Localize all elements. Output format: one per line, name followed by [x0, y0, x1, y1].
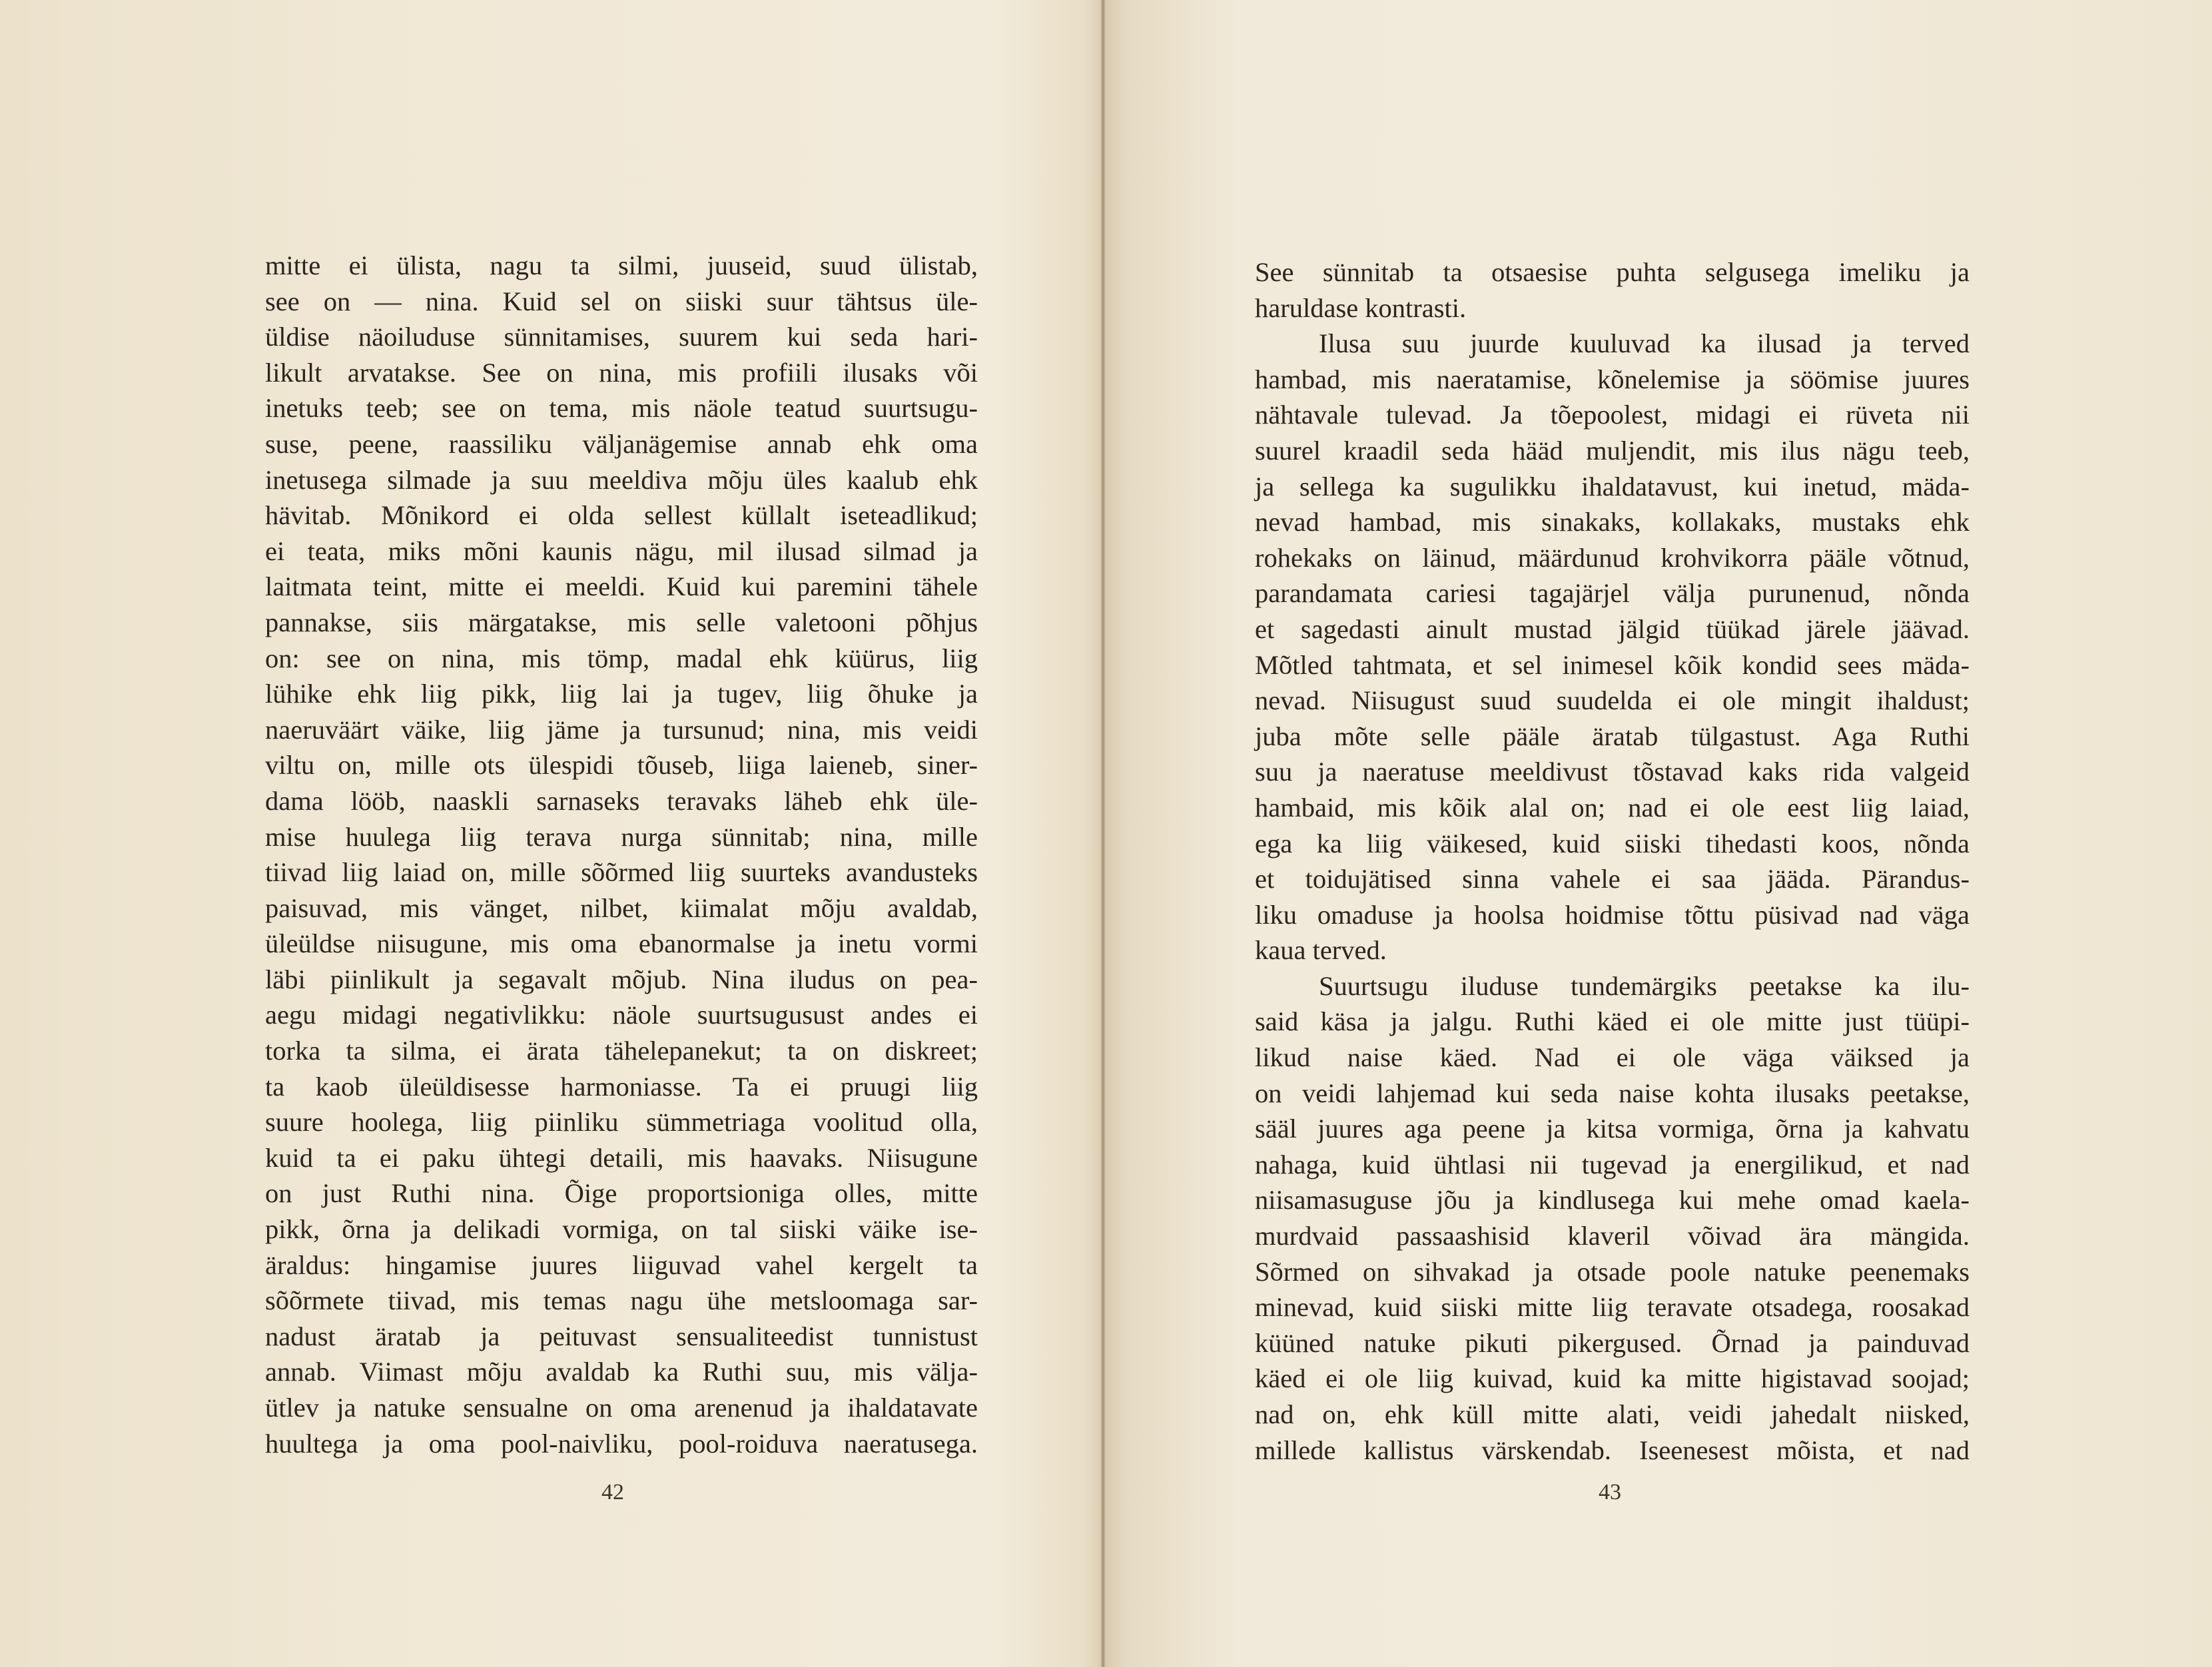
- text-line: parandamata cariesi tagajärjel välja purunenud, nõnda: [1255, 578, 1970, 609]
- left-page: [0, 0, 1092, 1667]
- text-line: paisuvad, mis vänget, nilbet, kiimalat mõju avaldab,: [265, 892, 978, 923]
- text-line: on: see on nina, mis tömp, madal ehk küürus, liig: [265, 643, 978, 673]
- text-line: suure hoolega, liig piinliku sümmetriaga voolitud olla,: [265, 1107, 978, 1138]
- text-line: likult arvatakse. See on nina, mis profiili ilusaks või: [265, 357, 978, 388]
- text-line: hambaid, mis kõik alal on; nad ei ole eest liig laiad,: [1255, 792, 1970, 823]
- text-line: pannakse, siis märgatakse, mis selle valetooni põhjus: [265, 607, 978, 637]
- text-line: on just Ruthi nina. Õige proportsioniga olles, mitte: [265, 1178, 978, 1209]
- text-line: inetusega silmade ja suu meeldiva mõju üles kaalub ehk: [265, 464, 978, 495]
- text-line: ega ka liig väikesed, kuid siiski tihedasti koos, nõnda: [1255, 828, 1970, 858]
- text-line: hambad, mis naeratamise, kõnelemise ja söömise juures: [1255, 364, 1970, 394]
- text-line: laitmata teint, mitte ei meeldi. Kuid kui paremini tähele: [265, 571, 978, 602]
- text-line: ei teata, miks mõni kaunis nägu, mil ilusad silmad ja: [265, 535, 978, 566]
- text-line: suurel kraadil seda hääd muljendit, mis ilus nägu teeb,: [1255, 435, 1970, 466]
- text-line: millede kallistus värskendab. Iseenesest mõista, et nad: [1255, 1435, 1970, 1465]
- text-line: et toidujätised sinna vahele ei saa jääda. Pärandus-: [1255, 864, 1970, 894]
- page-number: 42: [601, 1480, 624, 1504]
- text-line: see on — nina. Kuid sel on siiski suur tähtsus üle-: [265, 286, 978, 316]
- text-line: minevad, kuid siiski mitte liig teravate otsadega, roosakad: [1255, 1292, 1970, 1323]
- text-line: liku omaduse ja hoolsa hoidmise tõttu püsivad nad väga: [1255, 899, 1970, 930]
- text-line: niisamasuguse jõu ja kindlusega kui mehe omad kaela-: [1255, 1185, 1970, 1215]
- text-line: tiivad liig laiad on, mille sõõrmed liig suurteks avandusteks: [265, 857, 978, 888]
- text-line: nadust äratab ja peituvast sensualiteedist tunnistust: [265, 1321, 978, 1351]
- text-line: dama lööb, naaskli sarnaseks teravaks läheb ehk üle-: [265, 785, 978, 816]
- paragraph-start-line: Suurtsugu iluduse tundemärgiks peetakse ka ilu-: [1319, 970, 1970, 1001]
- text-line: naeruväärt väike, liig jäme ja tursunud; nina, mis veidi: [265, 714, 978, 745]
- text-line: likud naise käed. Nad ei ole väga väiksed ja: [1255, 1042, 1970, 1073]
- text-line: mise huulega liig terava nurga sünnitab; nina, mille: [265, 821, 978, 852]
- text-line: nevad hambad, mis sinakaks, kollakaks, mustaks ehk: [1255, 507, 1970, 537]
- paragraph-start-line: Ilusa suu juurde kuuluvad ka ilusad ja terved: [1319, 328, 1970, 359]
- text-line: et sagedasti ainult mustad jälgid tüükad järele jäävad.: [1255, 613, 1970, 644]
- text-line: üldise näoiluduse sünnitamises, suurem kui seda hari-: [265, 322, 978, 352]
- text-line: ütlev ja natuke sensualne on oma arenenud ja ihaldatavate: [265, 1393, 978, 1423]
- text-line: käed ei ole liig kuivad, kuid ka mitte higistavad soojad;: [1255, 1363, 1970, 1394]
- text-line: küüned natuke pikuti pikergused. Õrnad ja painduvad: [1255, 1327, 1970, 1358]
- text-line: mitte ei ülista, nagu ta silmi, juuseid, suud ülistab,: [265, 250, 978, 280]
- text-line: Mõtled tahtmata, et sel inimesel kõik kondid sees mäda-: [1255, 649, 1970, 680]
- right-page-text: [1255, 254, 1970, 1468]
- text-line: haruldase kontrasti.: [1255, 292, 1467, 323]
- page-number: 43: [1599, 1480, 1621, 1504]
- text-line: See sünnitab ta otsaesise puhta selgusega imeliku ja: [1255, 257, 1970, 287]
- text-line: ja sellega ka sugulikku ihaldatavust, kui inetud, mäda-: [1255, 471, 1970, 501]
- text-line: kuid ta ei paku ühtegi detaili, mis haavaks. Niisugune: [265, 1142, 978, 1173]
- text-line: sääl juures aga peene ja kitsa vormiga, õrna ja kahvatu: [1255, 1114, 1970, 1144]
- text-line: huultega ja oma pool-naivliku, pool-roiduva naeratusega.: [265, 1428, 978, 1459]
- book-gutter: [1100, 0, 1106, 1667]
- text-line: on veidi lahjemad kui seda naise kohta ilusaks peetakse,: [1255, 1078, 1970, 1108]
- text-line: sõõrmete tiivad, mis temas nagu ühe metsloomaga sar-: [265, 1285, 978, 1316]
- text-line: Sõrmed on sihvakad ja otsade poole natuke peenemaks: [1255, 1256, 1970, 1287]
- text-line: nevad. Niisugust suud suudelda ei ole mingit ihaldust;: [1255, 685, 1970, 716]
- text-line: suse, peene, raassiliku väljanägemise annab ehk oma: [265, 428, 978, 459]
- text-line: pikk, õrna ja delikadi vormiga, on tal siiski väike ise-: [265, 1214, 978, 1245]
- right-page: [1114, 0, 2206, 1667]
- text-line: annab. Viimast mõju avaldab ka Ruthi suu, mis välja-: [265, 1357, 978, 1387]
- text-line: aegu midagi negativlikku: näole suurtsugusust andes ei: [265, 1000, 978, 1030]
- text-line: lühike ehk liig pikk, liig lai ja tugev, liig õhuke ja: [265, 679, 978, 709]
- text-line: nähtavale tulevad. Ja tõepoolest, midagi ei rüveta nii: [1255, 400, 1970, 430]
- text-line: hävitab. Mõnikord ei olda sellest küllalt iseteadlikud;: [265, 500, 978, 531]
- text-line: said käsa ja jalgu. Ruthi käed ei ole mitte just tüüpi-: [1255, 1006, 1970, 1037]
- text-line: juba mõte selle pääle äratab tülgastust. Aga Ruthi: [1255, 721, 1970, 751]
- text-line: murdvaid passaashisid klaveril võivad ära mängida.: [1255, 1221, 1970, 1251]
- text-line: torka ta silma, ei ärata tähelepanekut; ta on diskreet;: [265, 1036, 978, 1066]
- text-line: äraldus: hingamise juures liiguvad vahel kergelt ta: [265, 1249, 978, 1280]
- text-line: nad on, ehk küll mitte alati, veidi jahedalt niisked,: [1255, 1399, 1970, 1429]
- text-line: inetuks teeb; see on tema, mis näole teatud suurtsugu-: [265, 393, 978, 424]
- text-line: ta kaob üleüldisesse harmoniasse. Ta ei pruugi liig: [265, 1071, 978, 1102]
- text-line: üleüldse niisugune, mis oma ebanormalse ja inetu vormi: [265, 928, 978, 959]
- text-line: rohekaks on läinud, määrdunud krohvikorra pääle võtnud,: [1255, 542, 1970, 573]
- text-line: läbi piinlikult ja segavalt mõjub. Nina iludus on pea-: [265, 964, 978, 994]
- text-line: suu ja naeratuse meeldivust tõstavad kaks rida valgeid: [1255, 757, 1970, 787]
- text-line: viltu on, mille ots ülespidi tõuseb, liiga laieneb, siner-: [265, 750, 978, 781]
- text-line: kaua terved.: [1255, 935, 1387, 966]
- text-line: nahaga, kuid ühtlasi nii tugevad ja energilikud, et nad: [1255, 1149, 1970, 1179]
- left-page-text: [265, 248, 978, 1461]
